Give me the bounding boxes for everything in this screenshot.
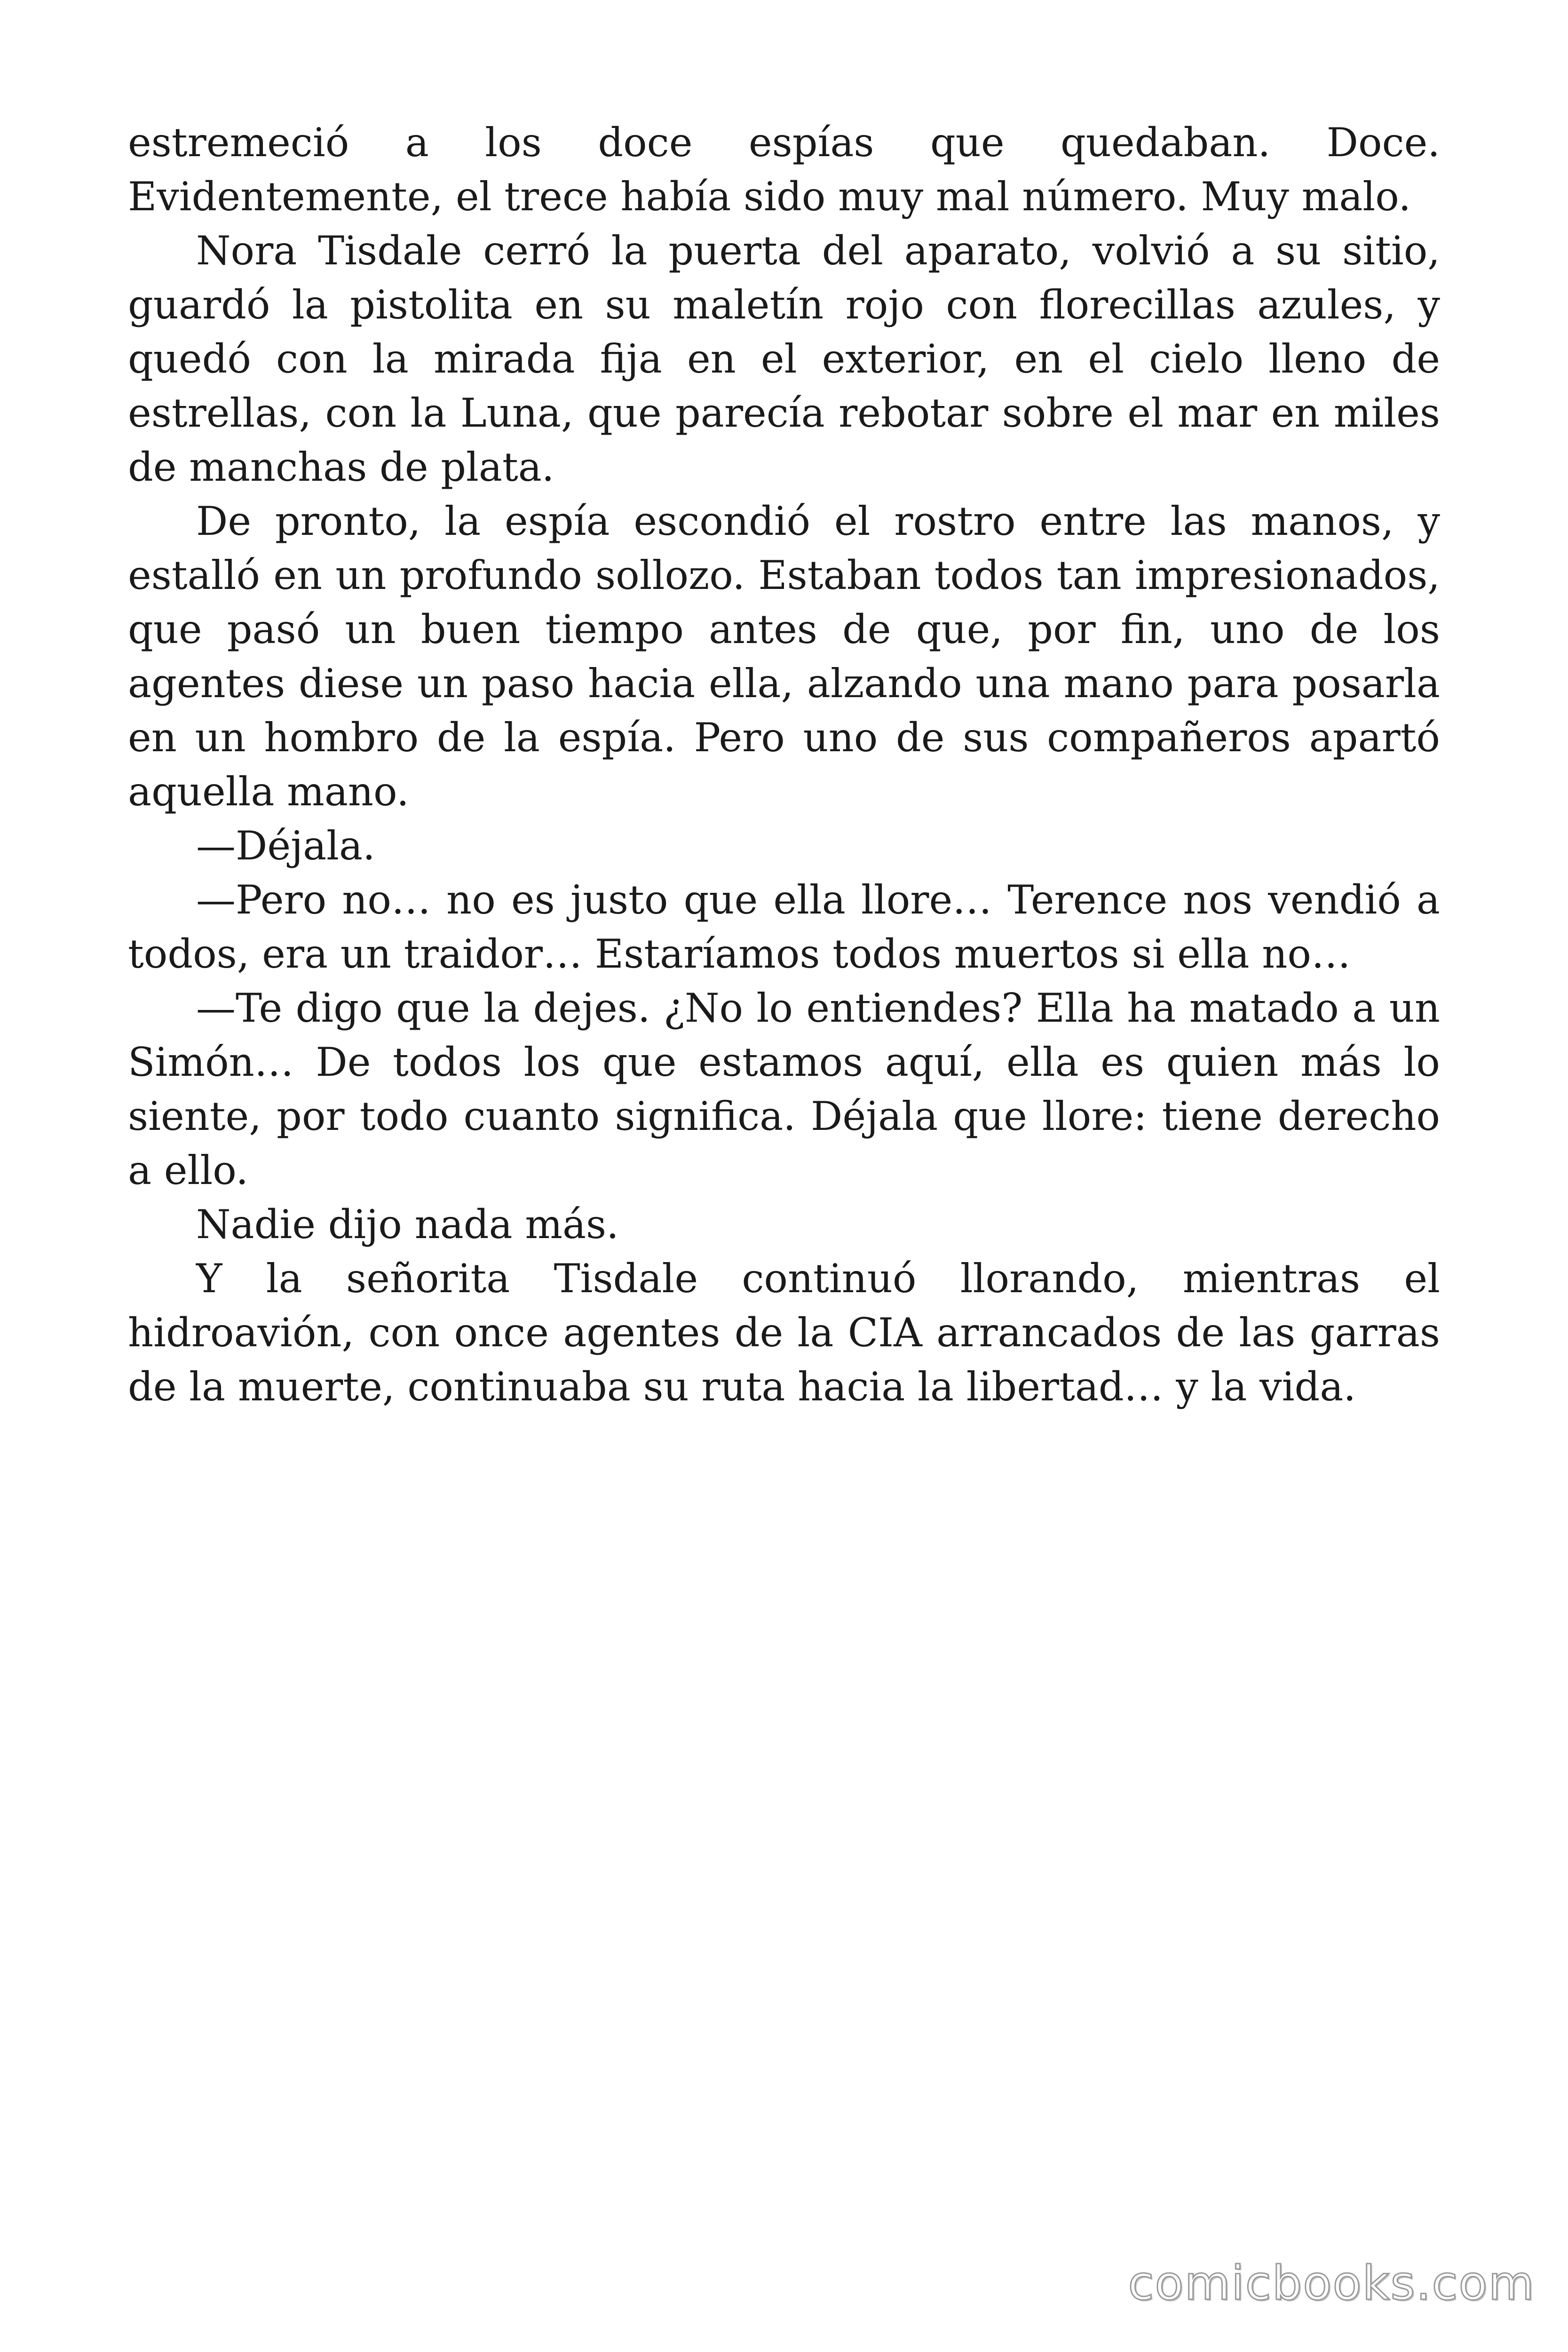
dialogue-line: —Pero no… no es justo que ella llore… Terence nos vendió a todos, era un traidor… Estaríamos todos muertos si ella no… (128, 877, 1440, 977)
dialogue-line: —Te digo que la dejes. ¿No lo entiendes? Ella ha matado a un Simón… De todos los que estamos aquí, ella es quien más lo siente, por todo cuanto significa. Déjala que llore: tiene derecho a ello. (128, 985, 1440, 1193)
paragraph: estremeció a los doce espías que quedaban. Doce. Evidentemente, el trece había sido muy mal número. Muy malo. (128, 119, 1440, 220)
dialogue-line: —Déjala. (196, 823, 375, 869)
paragraph: Y la señorita Tisdale continuó llorando, mientras el hidroavión, con once agentes de la CIA arrancados de las garras de la muerte, continuaba su ruta hacia la libertad… y la vida. (128, 1255, 1440, 1410)
page-text (128, 116, 1440, 1414)
paragraph: Nora Tisdale cerró la puerta del aparato, volvió a su sitio, guardó la pistolita en su maletín rojo con florecillas azules, y quedó con la mirada fija en el exterior, en el cielo lleno de estrellas, con la Luna, que parecía rebotar sobre el mar en miles de manchas de plata. (128, 228, 1440, 490)
watermark: comicbooks.com (1128, 2256, 1535, 2311)
paragraph: Nadie dijo nada más. (196, 1201, 619, 1248)
paragraph: De pronto, la espía escondió el rostro entre las manos, y estalló en un profundo sollozo. Estaban todos tan impresionados, que pasó un buen tiempo antes de que, por fin, uno de los agentes diese un paso hacia ella, alzando una mano para posarla en un hombro de la espía. Pero uno de sus compañeros apartó aquella mano. (128, 498, 1440, 815)
